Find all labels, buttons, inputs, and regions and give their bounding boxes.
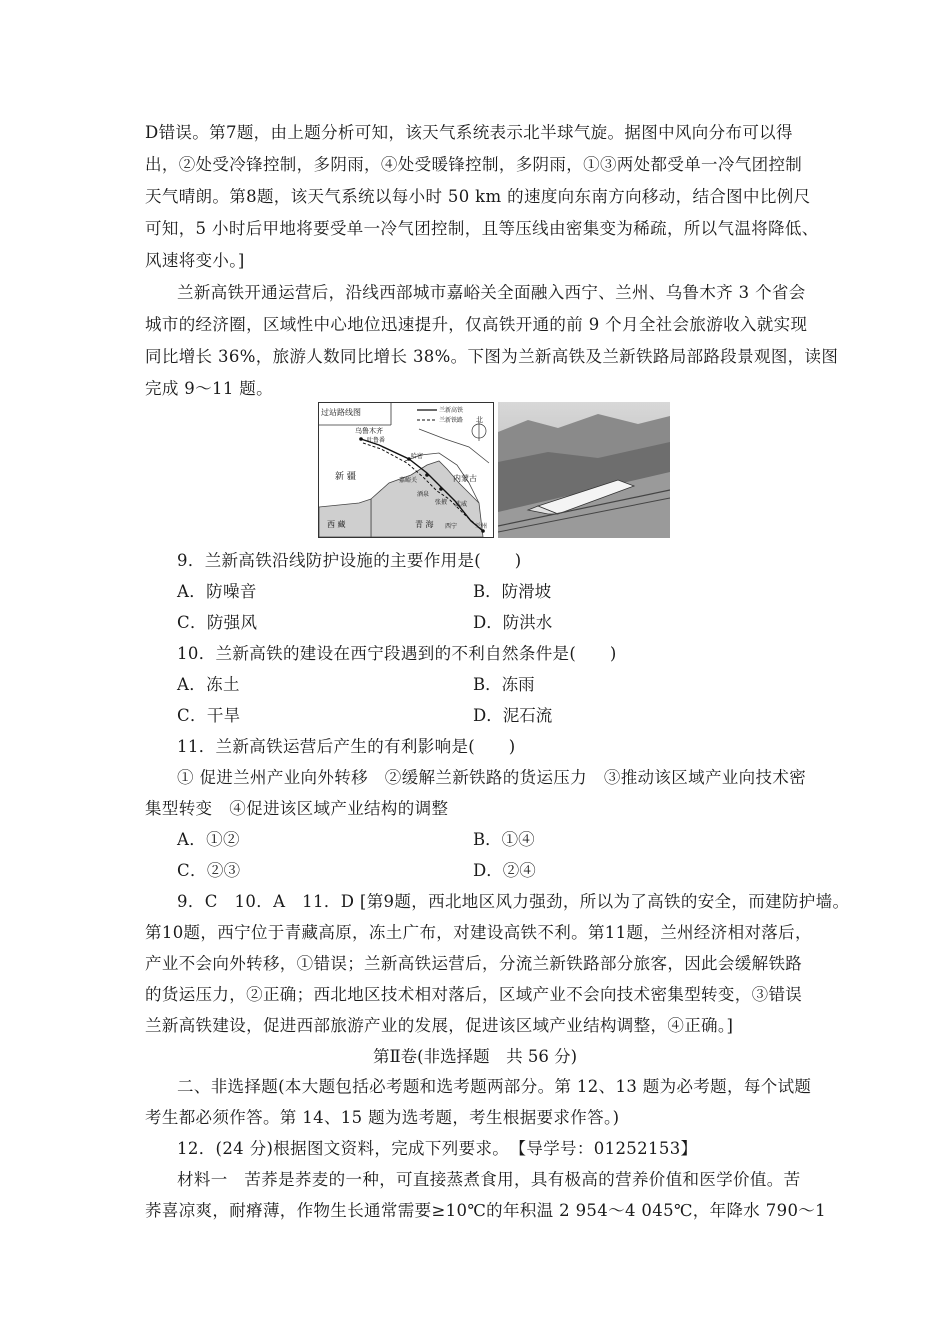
answer-line-3: 产业不会向外转移，①错误；兰新高铁运营后，分流兰新铁路部分旅客，因此会缓解铁路 [145,954,803,973]
railway-photo [498,402,670,538]
answer-line-5: 兰新高铁建设，促进西部旅游产业的发展，促进该区域产业结构调整，④正确。] [145,1016,734,1035]
label-wuwei: 武威 [455,501,468,508]
prev-answer-line-5: 风速将变小。] [145,251,245,270]
label-neimenggu: 内蒙古 [453,474,477,483]
label-lanzhou: 兰州 [475,523,488,530]
intro-line-1: 兰新高铁开通运营后，沿线西部城市嘉峪关全面融入西宁、兰州、乌鲁木齐 3 个省会 [177,283,806,302]
q9-option-d[interactable]: D．防洪水 [473,613,553,632]
label-urumqi: 乌鲁木齐 [355,427,383,435]
q9-option-a[interactable]: A．防噪音 [177,582,257,601]
answer-line-1: 9．C 10．A 11．D [第9题，西北地区风力强劲，所以为了高铁的安全，而建防护墙。 [177,892,850,911]
figure [318,402,670,538]
label-xining: 西宁 [445,523,458,530]
q11-option-d[interactable]: D．②④ [473,861,536,880]
q10-stem: 10．兰新高铁的建设在西宁段遇到的不利自然条件是( ) [177,644,617,663]
label-turpan: 吐鲁番 [367,437,386,444]
prev-answer-line-2: 出，②处受冷锋控制，多阴雨，④处受暖锋控制，多阴雨，①③两处都受单一冷气团控制 [145,155,803,174]
intro-line-2: 城市的经济圈，区域性中心地位迅速提升，仅高铁开通的前 9 个月全社会旅游收入就实现 [145,315,808,334]
q10-option-b[interactable]: B．冻雨 [473,675,535,694]
prev-answer-line-4: 可知，5 小时后甲地将要受单一冷气团控制，且等压线由密集变为稀疏，所以气温将降低、 [145,219,819,238]
q11-option-a[interactable]: A．①② [177,830,240,849]
route-map [318,402,494,538]
xizang-region [319,499,371,537]
q10-option-a[interactable]: A．冻土 [177,675,240,694]
station-dot [359,437,363,441]
label-jiayuguan: 嘉峪关 [399,477,418,484]
label-jiuquan: 酒泉 [417,491,430,498]
section-title: 第Ⅱ卷(非选择题 共 56 分) [372,1047,578,1066]
q9-option-c[interactable]: C．防强风 [177,613,258,632]
prev-answer-line-3: 天气晴朗。第8题，该天气系统以每小时 50 km 的速度向东南方向移动，结合图中比例尺 [145,187,811,206]
q11-items-line-1: ① 促进兰州产业向外转移 ②缓解兰新铁路的货运压力 ③推动该区域产业向技术密 [177,768,807,787]
prev-answer-line-1: D错误。第7题，由上题分析可知，该天气系统表示北半球气旋。据图中风向分布可以得 [145,123,793,142]
photo-drawing [498,402,670,538]
legend-rail-label: 兰新铁路 [439,417,464,424]
q11-option-b[interactable]: B．①④ [473,830,535,849]
q10-option-d[interactable]: D．泥石流 [473,706,553,725]
q9-option-b[interactable]: B．防滑坡 [473,582,552,601]
answer-line-4: 的货运压力，②正确；西北地区技术相对落后，区域产业不会向技术密集型转变，③错误 [145,985,803,1004]
answer-line-2: 第10题，西宁位于青藏高原，冻土广布，对建设高铁不利。第11题，兰州经济相对落后， [145,923,812,942]
material-line-1: 材料一 苦荞是荞麦的一种，可直接蒸煮食用，具有极高的营养价值和医学价值。苦 [177,1170,801,1189]
station-dot [425,473,429,477]
label-zhangye: 张掖 [435,499,448,506]
station-dot [439,487,443,491]
q10-option-c[interactable]: C．干旱 [177,706,241,725]
q11-items-line-2: 集型转变 ④促进该区域产业结构的调整 [145,799,449,818]
label-qinghai: 青 海 [415,520,434,529]
intro-line-3: 同比增长 36%，旅游人数同比增长 38%。下图为兰新高铁及兰新铁路局部路段景观图，读图 [145,347,839,366]
q12-stem: 12．(24 分)根据图文资料，完成下列要求。 【导学号：01252153】 [177,1139,698,1158]
legend-hsr-label: 兰新高铁 [439,407,464,414]
label-xizang: 西 藏 [327,520,346,529]
label-xinjiang: 新 疆 [335,472,356,482]
material-line-2: 荞喜凉爽，耐瘠薄，作物生长通常需要≥10℃的年积温 2 954～4 045℃，年降水 790～1 [145,1201,826,1220]
q11-stem: 11．兰新高铁运营后产生的有利影响是( ) [177,737,516,756]
label-hami: 哈密 [411,453,424,460]
section-intro-line-1: 二、非选择题(本大题包括必考题和选考题两部分。第 12、13 题为必考题，每个试题 [177,1077,812,1096]
province-border [419,429,489,463]
section-intro-line-2: 考生都必须作答。第 14、15 题为选考题，考生根据要求作答。) [145,1108,620,1127]
intro-line-4: 完成 9～11 题。 [145,379,273,398]
q11-option-c[interactable]: C．②③ [177,861,241,880]
q9-stem: 9．兰新高铁沿线防护设施的主要作用是( ) [177,551,522,570]
north-label: 北 [476,416,483,424]
map-title: 过站路线图 [321,408,361,417]
